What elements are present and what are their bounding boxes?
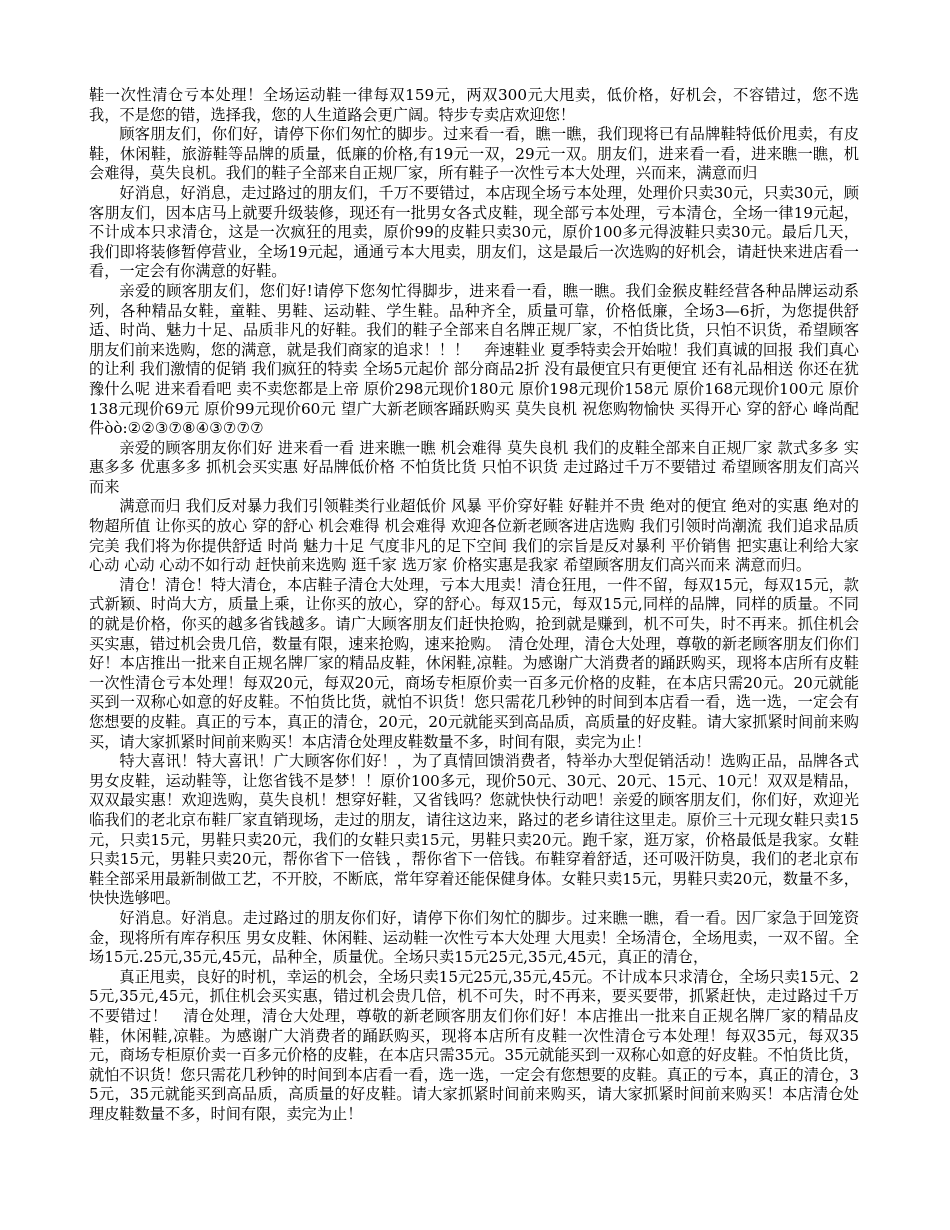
paragraph-5: 亲爱的顾客朋友你们好 进来看一看 进来瞧一瞧 机会难得 莫失良机 我们的皮鞋全部来自正规厂家 款式多多 实惠多多 优惠多多 抓机会买实惠 好品牌低价格 不怕货比货 只怕不识货 走过路过千万不要错过 希望顾客朋友们高兴而来 — [89, 438, 859, 496]
paragraph-2: 顾客朋友们，你们好，请停下你们匆忙的脚步。过来看一看，瞧一瞧，我们现将已有品牌鞋特低价甩卖，有皮鞋，休闲鞋，旅游鞋等品牌的质量，低廉的价格,有19元一双，29元一双。朋友们，进来看一看，进来瞧一瞧，机会难得，莫失良机。我们的鞋子全部来自正规厂家，所有鞋子一次性亏本大处理，兴而来，满意而归 — [89, 125, 859, 183]
paragraph-3: 好消息，好消息，走过路过的朋友们，千万不要错过，本店现全场亏本处理，处理价只卖30元，只卖30元，顾客朋友们，因本店马上就要升级装修，现还有一批男女各式皮鞋，现全部亏本处理，亏本清仓，全场一律19元起，不计成本只求清仓，这是一次疯狂的甩卖，原价99的皮鞋只卖30元，原价100多元得波鞋只卖30元。最后几天，我们即将装修暂停营业，全场19元起，通通亏本大甩卖，朋友们，这是最后一次选购的好机会，请赶快来进店看一看，一定会有你满意的好鞋。 — [89, 183, 859, 281]
paragraph-4: 亲爱的顾客朋友们，您们好!请停下您匆忙得脚步，进来看一看，瞧一瞧。我们金猴皮鞋经营各种品牌运动系列，各种精品女鞋，童鞋、男鞋、运动鞋、学生鞋。品种齐全，质量可靠，价格低廉，全场3—6折，为您提供舒适、时尚、魅力十足、品质非凡的好鞋。我们的鞋子全部来自名牌正规厂家，不怕货比货，只怕不识货，希望顾客朋友们前来选购，您的满意，就是我们商家的追求！！！ 奔速鞋业 夏季特卖会开始啦！我们真诚的回报 我们真心的让利 我们激情的促销 我们疯狂的特卖 全场5元起价 部分商品2折 没有最便宜只有更便宜 还有礼品相送 你还在犹豫什么呢 进来看看吧 卖不卖您都是上帝 原价298元现价180元 原价198元现价158元 原价168元现价100元 原价138元现价69元 原价99元现价60元 望广大新老顾客踊跃购买 莫失良机 祝您购物愉快 买得开心 穿的舒心 峰尚配件òò:②②③⑦⑧④③⑦⑦⑦ — [89, 281, 859, 438]
paragraph-10: 真正甩卖，良好的时机，幸运的机会，全场只卖15元25元,35元,45元。不计成本只求清仓，全场只卖15元、25元,35元,45元，抓住机会买实惠，错过机会贵几倍，机不可失，时不再来，要买要带，抓紧赶快，走过路过千万不要错过！ 清仓处理，清仓大处理，尊敬的新老顾客朋友们你们好！本店推出一批来自正规名牌厂家的精品皮鞋，休闲鞋,凉鞋。为感谢广大消费者的踊跃购买，现将本店所有皮鞋一次性清仓亏本处理！每双35元，每双35元，商场专柜原价卖一百多元价格的皮鞋，在本店只需35元。35元就能买到一双称心如意的好皮鞋。不怕货比货，就怕不识货！您只需花几秒钟的时间到本店看一看，选一选，一定会有您想要的皮鞋。真正的亏本，真正的清仓，35元，35元就能买到高品质，高质量的好皮鞋。请大家抓紧时间前来购买，请大家抓紧时间前来购买！本店清仓处理皮鞋数量不多，时间有限，卖完为止！ — [89, 967, 859, 1123]
paragraph-6: 满意而归 我们反对暴力我们引领鞋类行业超低价 风暴 平价穿好鞋 好鞋并不贵 绝对的便宜 绝对的实惠 绝对的物超所值 让你买的放心 穿的舒心 机会难得 机会难得 欢迎各位新老顾客进店选购 我们引领时尚潮流 我们追求品质完美 我们将为你提供舒适 时尚 魅力十足 气度非凡的足下空间 我们的宗旨是反对暴利 平价销售 把实惠让利给大家 心动 心动 心动不如行动 赶快前来选购 逛千家 选万家 价格实惠是我家 希望顾客朋友们高兴而来 满意而归。 — [89, 497, 859, 575]
paragraph-9: 好消息。好消息。走过路过的朋友你们好，请停下你们匆忙的脚步。过来瞧一瞧，看一看。因厂家急于回笼资金，现将所有库存积压 男女皮鞋、休闲鞋、运动鞋一次性亏本大处理 大甩卖！全场清仓，全场甩卖，一双不留。全场15元.25元,35元,45元，品种全，质量优。全场只卖15元25元,35元,45元，真正的清仓， — [89, 908, 859, 967]
paragraph-7: 清仓！清仓！特大清仓，本店鞋子清仓大处理，亏本大甩卖！清仓狂甩，一件不留，每双15元，每双15元，款式新颖、时尚大方，质量上乘，让你买的放心，穿的舒心。每双15元，每双15元,同样的品牌，同样的质量。不同的就是价格，你买的越多省钱越多。请广大顾客朋友们赶快抢购，抢到就是赚到，机不可失，时不再来。抓住机会买实惠，错过机会贵几倍，数量有限，速来抢购，速来抢购。 清仓处理，清仓大处理，尊敬的新老顾客朋友们你们好！本店推出一批来自正规名牌厂家的精品皮鞋，休闲鞋,凉鞋。为感谢广大消费者的踊跃购买，现将本店所有皮鞋一次性清仓亏本处理！每双20元，每双20元，商场专柜原价卖一百多元价格的皮鞋，在本店只需20元。20元就能买到一双称心如意的好皮鞋。不怕货比货，就怕不识货！您只需花几秒钟的时间到本店看一看，选一选，一定会有您想要的皮鞋。真正的亏本，真正的清仓，20元，20元就能买到高品质，高质量的好皮鞋。请大家抓紧时间前来购买，请大家抓紧时间前来购买！本店清仓处理皮鞋数量不多，时间有限，卖完为止！ — [89, 575, 859, 751]
paragraph-8: 特大喜讯！特大喜讯！广大顾客你们好！，为了真情回馈消费者，特举办大型促销活动！选购正品，品牌各式男女皮鞋，运动鞋等，让您省钱不是梦！！原价100多元，现价50元、30元、20元、15元、10元！双双是精品，双双最实惠！欢迎选购，莫失良机！想穿好鞋，又省钱吗？您就快快行动吧！亲爱的顾客朋友们，你们好，欢迎光临我们的老北京布鞋厂家直销现场，走过的朋友，请往这边来，路过的老乡请往这里走。原价三十元现女鞋只卖15元，只卖15元，男鞋只卖20元，我们的女鞋只卖15元，男鞋只卖20元。跑千家，逛万家，价格最低是我家。女鞋只卖15元，男鞋只卖20元，帮你省下一倍钱 ，帮你省下一倍钱。布鞋穿着舒适，还可吸汗防臭，我们的老北京布鞋全部采用最新制做工艺，不开胶，不断底，常年穿着还能保健身体。女鞋只卖15元，男鞋只卖20元，数量不多，快快选够吧。 — [89, 752, 859, 908]
document-page — [89, 86, 859, 1124]
paragraph-1: 鞋一次性清仓亏本处理！全场运动鞋一律每双159元，两双300元大甩卖，低价格，好机会，不容错过，您不选我，不是您的错，选择我，您的人生道路会更广阔。特步专卖店欢迎您！ — [89, 86, 859, 124]
